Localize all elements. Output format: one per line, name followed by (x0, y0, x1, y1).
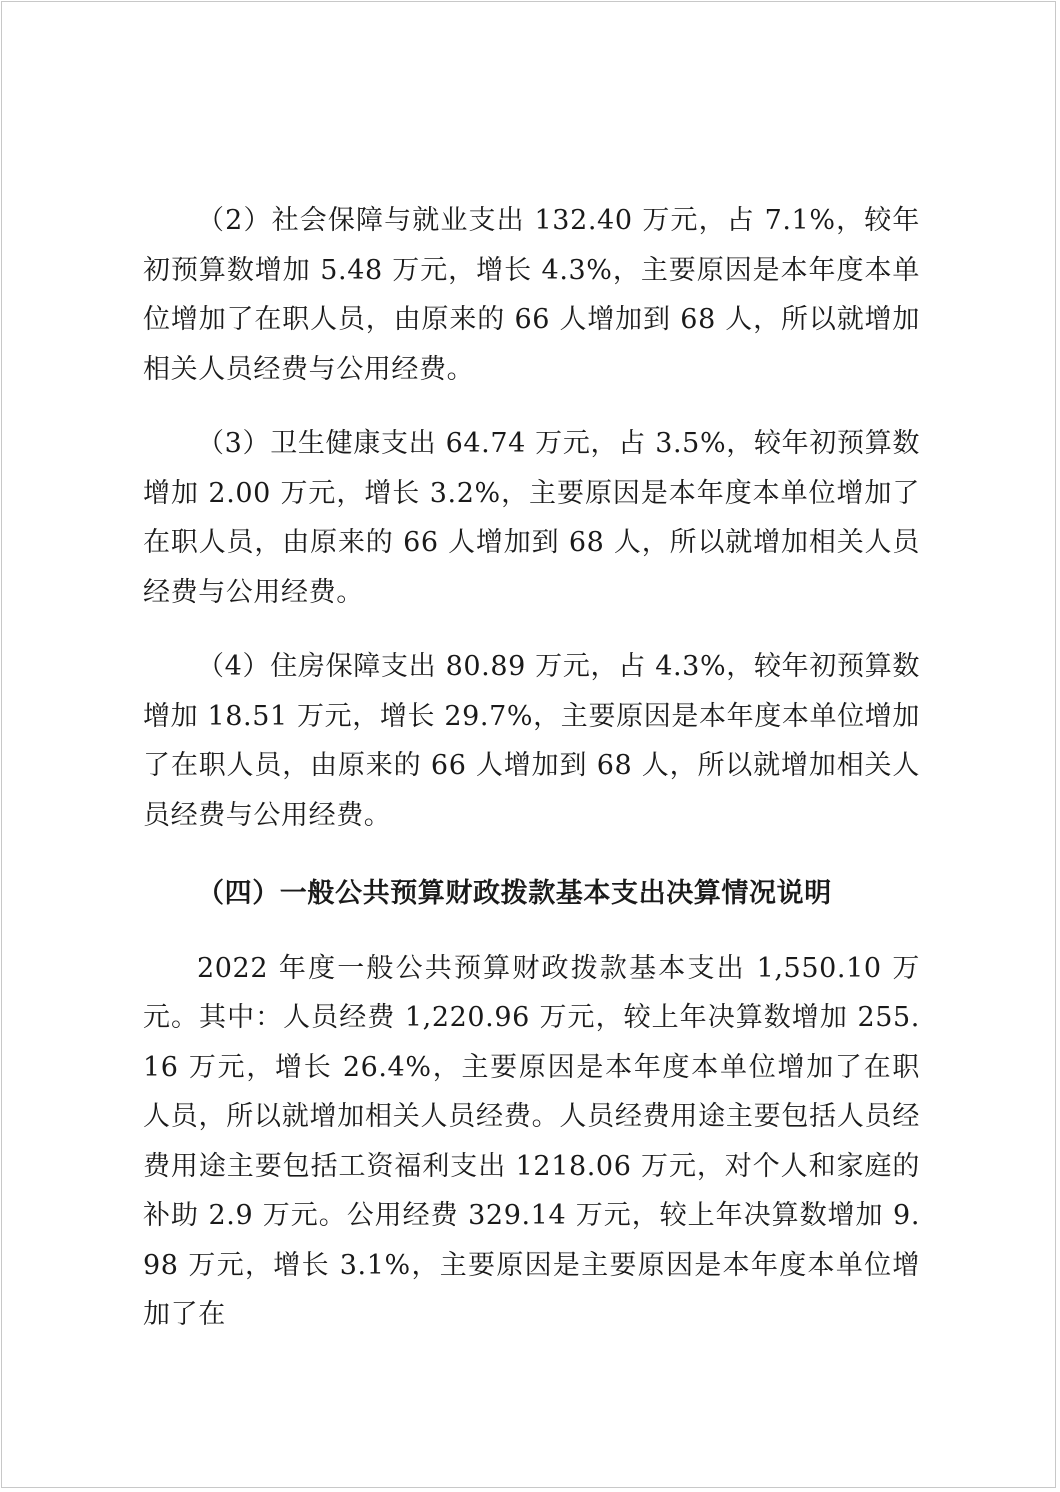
document-body (143, 196, 920, 1340)
paragraph-housing: （4）住房保障支出 80.89 万元，占 4.3%，较年初预算数增加 18.51 万元，增长 29.7%，主要原因是本年度本单位增加了在职人员，由原来的 66 人增加到 68 人，所以就增加相关人员经费与公用经费。 (143, 651, 920, 831)
paragraph-basic-expenditure: 2022 年度一般公共预算财政拨款基本支出 1,550.10 万元。其中：人员经费 1,220.96 万元，较上年决算数增加 255.16 万元，增长 26.4%，主要原因是本年度本单位增加了在职人员，所以就增加相关人员经费。人员经费用途主要包括人员经费用途主要包括工资福利支出 1218.06 万元，对个人和家庭的补助 2.9 万元。公用经费 329.14 万元，较上年决算数增加 9.98 万元，增长 3.1%，主要原因是主要原因是本年度本单位增加了在 (143, 952, 920, 1330)
section-heading: （四）一般公共预算财政拨款基本支出决算情况说明 (197, 878, 832, 909)
paragraph-social-security: （2）社会保障与就业支出 132.40 万元，占 7.1%，较年初预算数增加 5.48 万元，增长 4.3%，主要原因是本年度本单位增加了在职人员，由原来的 66 人增加到 68 人，所以就增加相关人员经费与公用经费。 (143, 205, 920, 385)
paragraph-health: （3）卫生健康支出 64.74 万元，占 3.5%，较年初预算数增加 2.00 万元，增长 3.2%，主要原因是本年度本单位增加了在职人员，由原来的 66 人增加到 68 人，所以就增加相关人员经费与公用经费。 (143, 428, 920, 608)
